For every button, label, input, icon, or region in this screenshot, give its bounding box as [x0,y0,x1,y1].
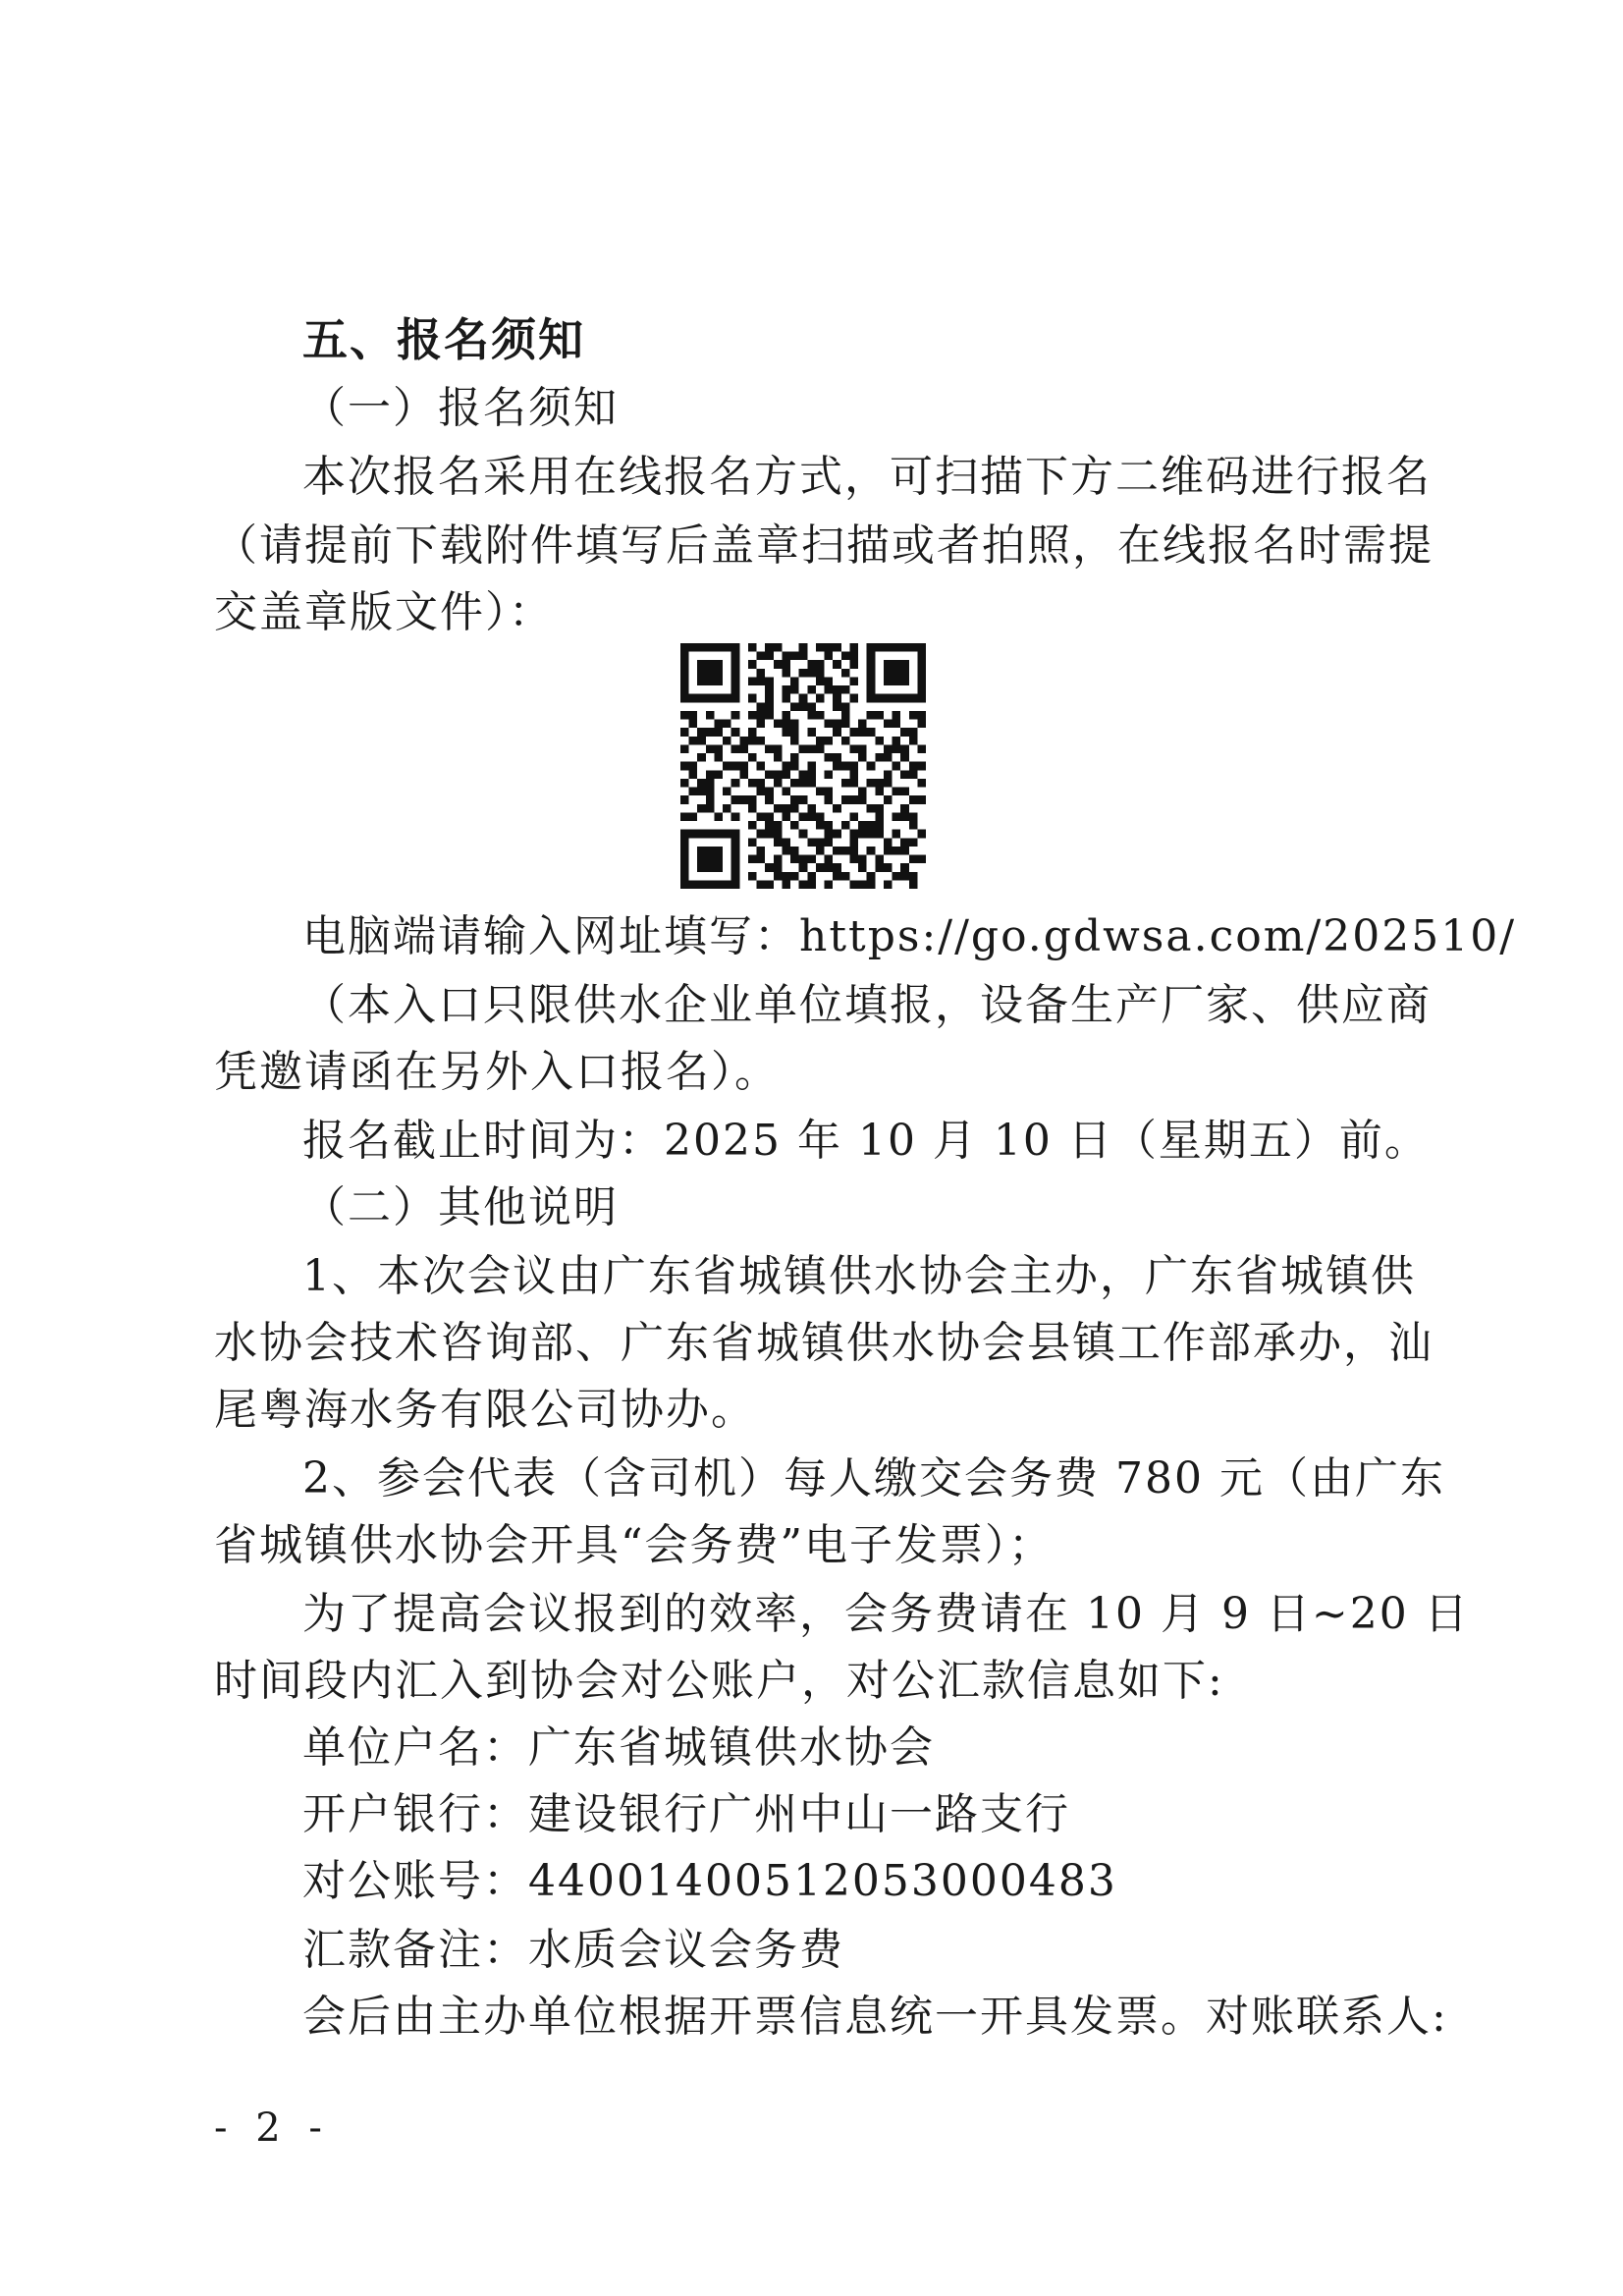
paragraph-line: （本入口只限供水企业单位填报，设备生产厂家、供应商 [302,980,1432,1030]
paragraph-line: 尾粤海水务有限公司协办。 [214,1385,756,1435]
paragraph-line: 1、本次会议由广东省城镇供水协会主办，广东省城镇供 [302,1251,1416,1301]
paragraph-line: 水协会技术咨询部、广东省城镇供水协会县镇工作部承办，汕 [214,1318,1434,1368]
subsection-heading-registration: （一）报名须知 [302,383,619,433]
paragraph-line: 交盖章版文件）： [214,587,554,637]
paragraph-line: （请提前下载附件填写后盖章扫描或者拍照，在线报名时需提 [214,520,1434,571]
paragraph-line: 会后由主办单位根据开票信息统一开具发票。对账联系人: [302,1992,1448,2042]
bank-name: 开户银行：建设银行广州中山一路支行 [302,1789,1070,1839]
account-number: 对公账号：44001400512053000483 [302,1856,1117,1906]
paragraph-line: 省城镇供水协会开具“会务费”电子发票）； [214,1520,1054,1570]
paragraph-line: 为了提高会议报到的效率，会务费请在 10 月 9 日~20 日 [302,1589,1470,1639]
paragraph-line: 本次报名采用在线报名方式，可扫描下方二维码进行报名 [302,452,1432,502]
remittance-remark: 汇款备注：水质会议会务费 [302,1925,844,1975]
registration-deadline: 报名截止时间为：2025 年 10 月 10 日（星期五）前。 [302,1116,1430,1166]
paragraph-line: 2、参会代表（含司机）每人缴交会务费 780 元（由广东 [302,1453,1445,1503]
page-number: - 2 - [214,2105,330,2151]
qr-code-icon[interactable] [680,643,926,889]
registration-url[interactable]: 电脑端请输入网址填写：https://go.gdwsa.com/202510/ [302,911,1517,961]
subsection-heading-other: （二）其他说明 [302,1182,619,1232]
paragraph-line: 时间段内汇入到协会对公账户，对公汇款信息如下: [214,1656,1224,1706]
account-name: 单位户名：广东省城镇供水协会 [302,1722,935,1773]
section-heading: 五、报名须知 [302,313,585,366]
paragraph-line: 凭邀请函在另外入口报名）。 [214,1047,780,1097]
